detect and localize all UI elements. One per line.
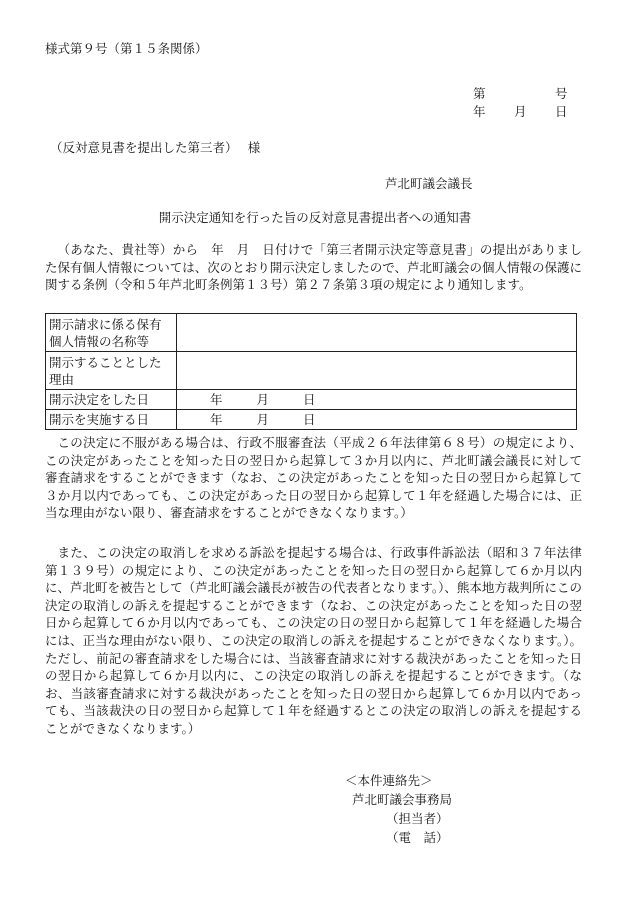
document-title: 開示決定通知を行った旨の反対意見書提出者への通知書 [158, 210, 472, 225]
date-day: 日 [555, 104, 568, 119]
row-value-reason [177, 352, 577, 390]
date-year: 年 [473, 104, 486, 119]
table-row [46, 314, 577, 352]
row-label-info-name: 開示請求に係る保有個人情報の名称等 [46, 314, 177, 352]
implementation-month: 月 [256, 412, 270, 427]
disclosure-table [45, 313, 577, 430]
row-value-implementation-date [177, 410, 577, 430]
lawsuit-paragraph: また、この決定の取消しを求める訴訟を提起する場合は、行政事件訴訟法（昭和３７年法律第１３９号）の規定により、この決定があったことを知った日の翌日から起算して６か月以内に、芦北町を被告として（芦北町議会議長が被告の代表者となります。）、熊本地方裁判所にこの決定の取消しの訴えを提起することができます（なお、この決定があったことを知った日の翌日から起算して６か月以内であっても、この決定の日の翌日から起算して１年を経過した場合には、正当な理由がない限り、この決定の取消しの訴えを提起することができなくなります。）。ただし、前記の審査請求をした場合には、当該審査請求に対する裁決があったことを知った日の翌日から起算して６か月以内に、この決定の取消しの訴えを提起することができます。（なお、当該審査請求に対する裁決があったことを知った日の翌日から起算して６か月以内であっても、当該裁決の日の翌日から起算して１年を経過するとこの決定の取消しの訴えを提起することができなくなります。） [45, 545, 582, 736]
implementation-day: 日 [303, 412, 316, 427]
table-row [46, 390, 577, 410]
table-row [46, 352, 577, 390]
row-value-decision-date [177, 390, 577, 410]
decision-year: 年 [210, 392, 223, 407]
decision-month: 月 [256, 392, 270, 407]
contact-heading: ＜本件連絡先＞ [345, 773, 433, 788]
date-month: 月 [514, 104, 527, 119]
sender: 芦北町議会議長 [385, 176, 473, 191]
number-suffix: 号 [555, 86, 568, 101]
row-value-info-name [177, 314, 577, 352]
number-prefix: 第 [473, 86, 486, 101]
contact-phone: （電 話） [386, 830, 449, 845]
row-label-decision-date: 開示決定をした日 [46, 390, 177, 410]
decision-day: 日 [303, 392, 316, 407]
row-label-reason: 開示することとした理由 [46, 352, 177, 390]
row-label-implementation-date: 開示を実施する日 [46, 410, 177, 430]
implementation-year: 年 [210, 412, 223, 427]
contact-office: 芦北町議会事務局 [352, 792, 453, 807]
contact-person: （担当者） [386, 811, 449, 826]
review-request-paragraph: この決定に不服がある場合は、行政不服審査法（平成２６年法律第６８号）の規定により、この決定があったことを知った日の翌日から起算して３か月以内に、芦北町議会議長に対して審査請求をすることができます（なお、この決定があったことを知った日の翌日から起算して３か月以内であっても、この決定があった日の翌日から起算して１年を経過した場合には、正当な理由がない限り、審査請求をすることができなくなります。） [45, 435, 582, 521]
form-number: 様式第９号（第１５条関係） [45, 41, 208, 56]
intro-paragraph: （あなた、貴社等）から 年 月 日付けで「第三者開示決定等意見書」の提出がありました保有個人情報については、次のとおり開示決定しましたので、芦北町議会の個人情報の保護に関する条例（令和５年芦北町条例第１３号）第２７条第３項の規定により通知します。 [45, 242, 583, 293]
addressee: （反対意見書を提出した第三者） 様 [50, 140, 261, 155]
table-row [46, 410, 577, 430]
